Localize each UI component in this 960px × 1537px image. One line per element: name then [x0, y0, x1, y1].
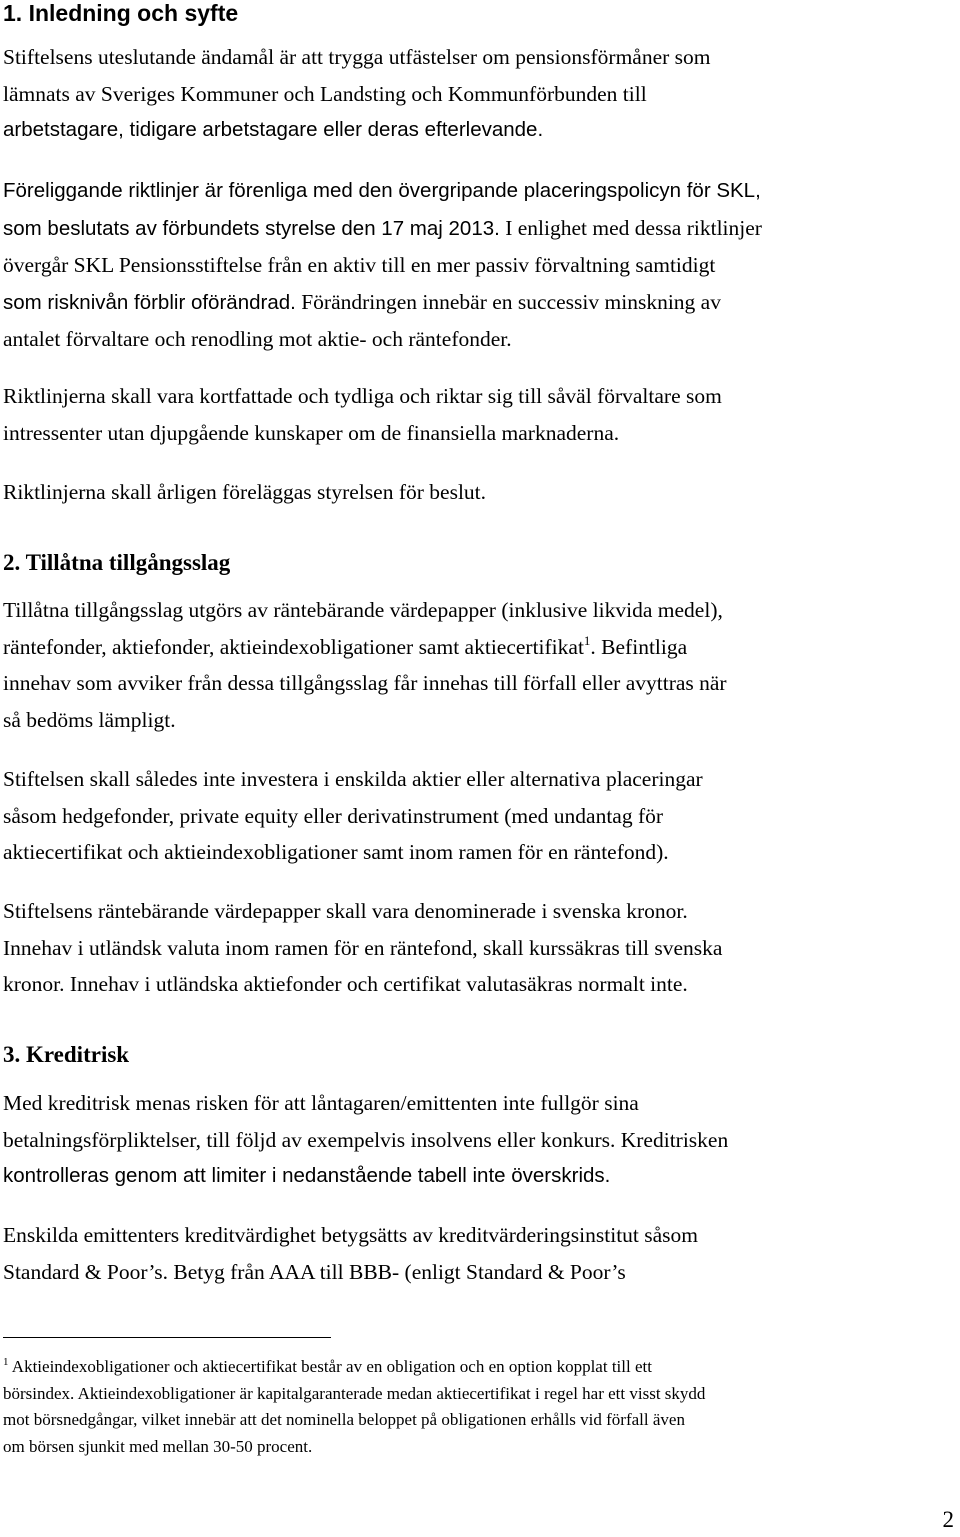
text-line: så bedöms lämpligt.: [3, 707, 176, 732]
text-fragment: Standard & Poor’s: [3, 1259, 163, 1284]
text-line: Tillåtna tillgångsslag utgörs av räntebärande värdepapper (inklusive likvida medel),: [3, 598, 723, 622]
text-line: [3, 1254, 955, 1291]
footnote-line: om börsen sjunkit med mellan 30-50 procent.: [3, 1436, 313, 1456]
text-line: kontrolleras genom att limiter i nedanstående tabell inte överskrids.: [3, 1164, 611, 1187]
section-2-paragraph-2: [3, 761, 955, 871]
text-fragment: som beslutats av förbundets styrelse den 17 maj 2013.: [3, 216, 500, 240]
text-fragment: . Befintliga: [590, 634, 688, 659]
section-3-paragraph-1: [3, 1085, 955, 1195]
text-line: [3, 629, 955, 666]
text-line: innehav som avviker från dessa tillgångsslag får innehas till förfall eller avyttras när: [3, 671, 727, 695]
footnote-line: mot börsnedgångar, vilket innebär att det nominella beloppet på obligationen erhålls vid förfall även: [3, 1410, 685, 1429]
text-line: Riktlinjerna skall vara kortfattade och tydliga och riktar sig till såväl förvaltare som: [3, 384, 722, 408]
text-line: kronor. Innehav i utländska aktiefonder och certifikat valutasäkras normalt inte.: [3, 972, 688, 996]
section-3-heading: 3. Kreditrisk: [3, 1042, 130, 1067]
footnote-line: [3, 1354, 955, 1381]
text-fragment: . Betyg från AAA till BBB- (enligt Standard & Poor’s: [162, 1259, 626, 1284]
section-1-paragraph-2: [3, 173, 955, 358]
text-line: aktiecertifikat och aktieindexobligationer samt inom ramen för en räntefond).: [3, 840, 669, 864]
text-fragment: räntefonder, aktiefonder, aktieindexobligationer samt aktiecertifikat: [3, 634, 584, 659]
text-line: intressenter utan djupgående kunskaper om de finansiella marknaderna.: [3, 420, 620, 445]
section-2-paragraph-1: [3, 592, 955, 738]
text-fragment: Aktieindexobligationer och aktiecertifikat består av en obligation och en option kopplat till ett: [8, 1357, 652, 1376]
text-line: övergår SKL Pensionsstiftelse från en aktiv till en mer passiv förvaltning samtidigt: [3, 253, 716, 277]
text-line: Innehav i utländsk valuta inom ramen för en räntefond, skall kurssäkras till svenska: [3, 935, 723, 960]
footnote-reference[interactable]: 1: [583, 632, 591, 648]
text-fragment: Förändringen innebär en successiv minskning av: [295, 289, 721, 314]
section-1-heading: 1. Inledning och syfte: [3, 0, 239, 26]
text-line: Stiftelsens uteslutande ändamål är att trygga utfästelser om pensionsförmåner som: [3, 45, 711, 69]
section-1-paragraph-4: [3, 474, 955, 511]
section-2-heading: 2. Tillåtna tillgångsslag: [3, 550, 231, 575]
text-line: [3, 210, 955, 248]
text-line: antalet förvaltare och renodling mot aktie- och räntefonder.: [3, 327, 512, 351]
footnote-marker: 1: [3, 1356, 9, 1368]
text-line: Med kreditrisk menas risken för att låntagaren/emittenten inte fullgör sina: [3, 1091, 639, 1115]
text-line: arbetstagare, tidigare arbetstagare eller deras efterlevande.: [3, 118, 544, 141]
section-1-paragraph-1: [3, 39, 955, 149]
text-line: Stiftelsen skall således inte investera i enskilda aktier eller alternativa placeringar: [3, 767, 703, 791]
text-fragment: som risknivån förblir oförändrad.: [3, 290, 296, 314]
text-line: såsom hedgefonder, private equity eller derivatinstrument (med undantag för: [3, 803, 664, 828]
text-line: [3, 284, 955, 322]
text-line: lämnats av Sveriges Kommuner och Landsting och Kommunförbunden till: [3, 81, 647, 106]
text-fragment: I enlighet med dessa riktlinjer: [499, 215, 762, 240]
text-line: betalningsförpliktelser, till följd av exempelvis insolvens eller konkurs. Kreditrisken: [3, 1127, 729, 1152]
footnote: [3, 1354, 955, 1460]
footnote-line: börsindex. Aktieindexobligationer är kapitalgaranterade medan aktiecertifikat i regel har ett visst skydd: [3, 1383, 706, 1403]
text-line: Stiftelsens räntebärande värdepapper skall vara denominerade i svenska kronor.: [3, 899, 688, 923]
footnote-separator: [3, 1337, 331, 1338]
text-line: Riktlinjerna skall årligen föreläggas styrelsen för beslut.: [3, 480, 487, 504]
section-2-paragraph-3: [3, 893, 955, 1003]
section-1-paragraph-3: [3, 378, 955, 451]
text-line: Enskilda emittenters kreditvärdighet betygsätts av kreditvärderingsinstitut såsom: [3, 1223, 699, 1247]
text-line: Föreliggande riktlinjer är förenliga med den övergripande placeringspolicyn för SKL,: [3, 179, 761, 202]
page-number: 2: [942, 1507, 954, 1532]
section-3-paragraph-2: [3, 1217, 955, 1290]
